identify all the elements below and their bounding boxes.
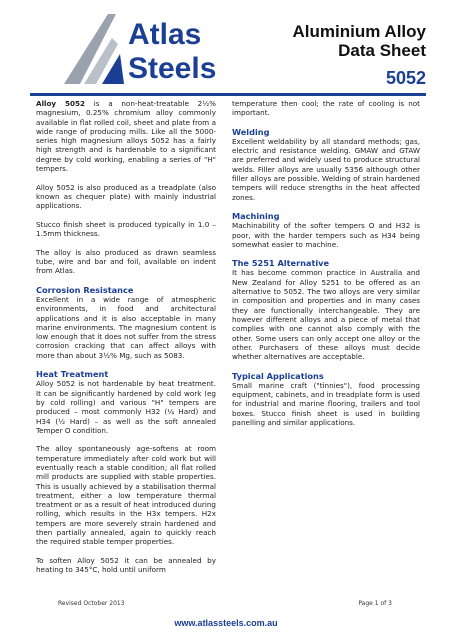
left-column [36,99,216,584]
logo-line-atlas: Atlas [128,18,202,51]
machining-paragraph: Machinability of the softer tempers O and H32 is poor, with the harder tempers such as H34 being somewhat easier to machine. [232,221,420,249]
header-rule [30,93,426,96]
corrosion-heading: Corrosion Resistance [36,284,134,295]
welding-paragraph: Excellent weldability by all standard methods; gas, electric and resistance welding. GMAW and GTAW are preferred and widely used to produce structural welds. Filler alloys are usually 5356 although other filler alloys are possible. Welding of strain hardened tempers will reduce strengths in the heat affected zones. [232,136,420,202]
title-line-1: Aluminium Alloy [292,22,426,41]
applications-heading: Typical Applications [232,370,324,381]
revision-date: Revised October 2013 [58,600,125,607]
forms-paragraph: The alloy is also produced as drawn seamless tube, wire and bar and foil, available on indent from Atlas. [36,247,216,276]
atlas-steels-logo [62,10,242,88]
corrosion-paragraph: Excellent in a wide range of atmospheric environments, in food and architectural applications and it is also acceptable in many marine environments. The magnesium content is low enough that it does not suffer from the stress corrosion cracking that can affect alloys with more than about 3½% Mg, such as 5083. [36,294,216,360]
welding-heading: Welding [232,126,270,137]
website-link[interactable]: www.atlassteels.com.au [174,618,278,628]
heat-treatment-paragraph-3: To soften Alloy 5052 it can be annealed by heating to 345°C, hold until uniform [36,555,216,575]
page-number: Page 1 of 3 [358,600,392,607]
alloy-grade: 5052 [385,68,426,88]
right-column [232,99,420,437]
title-block [293,22,427,89]
alternative-paragraph: It has become common practice in Australia and New Zealand for Alloy 5251 to be offered as an alternative to 5052. The two alloys are very similar in composition and properties and in many cases they are functionally interchangeable. They are however different alloys and a piece of metal that complies with one cannot also comply with the other. Some users can only accept one alloy or the other. Purchasers of these alloys must decide whether alternatives are acceptable. [232,268,420,362]
title-line-2: Data Sheet [338,41,426,60]
logo-line-steels: Steels [128,52,217,85]
applications-paragraph: Small marine craft ("tinnies"), food processing equipment, cabinets, and in treadplate form is used for industrial and marine flooring, trailers and tool boxes. Stucco finish sheet is used in building panelling and similar applications. [232,380,420,427]
heat-treatment-heading: Heat Treatment [36,369,109,380]
intro-text: is a non-heat-treatable 2½% magnesium, 0.25% chromium alloy commonly available in flat rolled coil, sheet and plate from a wide range of producing mills. Like all the 5000-series high magnesium alloys 5052 has a fairly high strength and is hardenable to a significant degree by cold working, enabling a series of "H" tempers. [36,99,216,174]
alternative-heading: The 5251 Alternative [232,258,330,269]
annealing-continuation: temperature then cool; the rate of cooling is not important. [232,99,420,118]
heat-treatment-paragraph-1: Alloy 5052 is not hardenable by heat treatment. It can be significantly hardened by cold work (eg by cold rolling) and various "H" tempers are produced – most commonly H32 (¼ Hard) and H34 (½ Hard) – as well as the soft annealed Temper O condition. [36,379,216,435]
heat-treatment-paragraph-2: The alloy spontaneously age-softens at room temperature immediately after cold work but will eventually reach a stable condition; all flat rolled mill products are supplied with stable properties. This is usually achieved by a stabilisation thermal treatment, either a low temperature thermal treatment or as a result of heat introduced during rolling, which results in the H3x tempers. H2x tempers are more severely strain hardened and then partially annealed, again to quickly reach the required stable temper properties. [36,444,216,547]
treadplate-paragraph: Alloy 5052 is also produced as a treadplate (also known as chequer plate) with mainly industrial applications. [36,182,216,211]
machining-heading: Machining [232,211,280,222]
intro-paragraph [36,99,216,173]
intro-lead: Alloy 5052 [36,99,86,108]
stucco-paragraph: Stucco finish sheet is produced typically in 1.0 – 1.5mm thickness. [36,219,216,239]
